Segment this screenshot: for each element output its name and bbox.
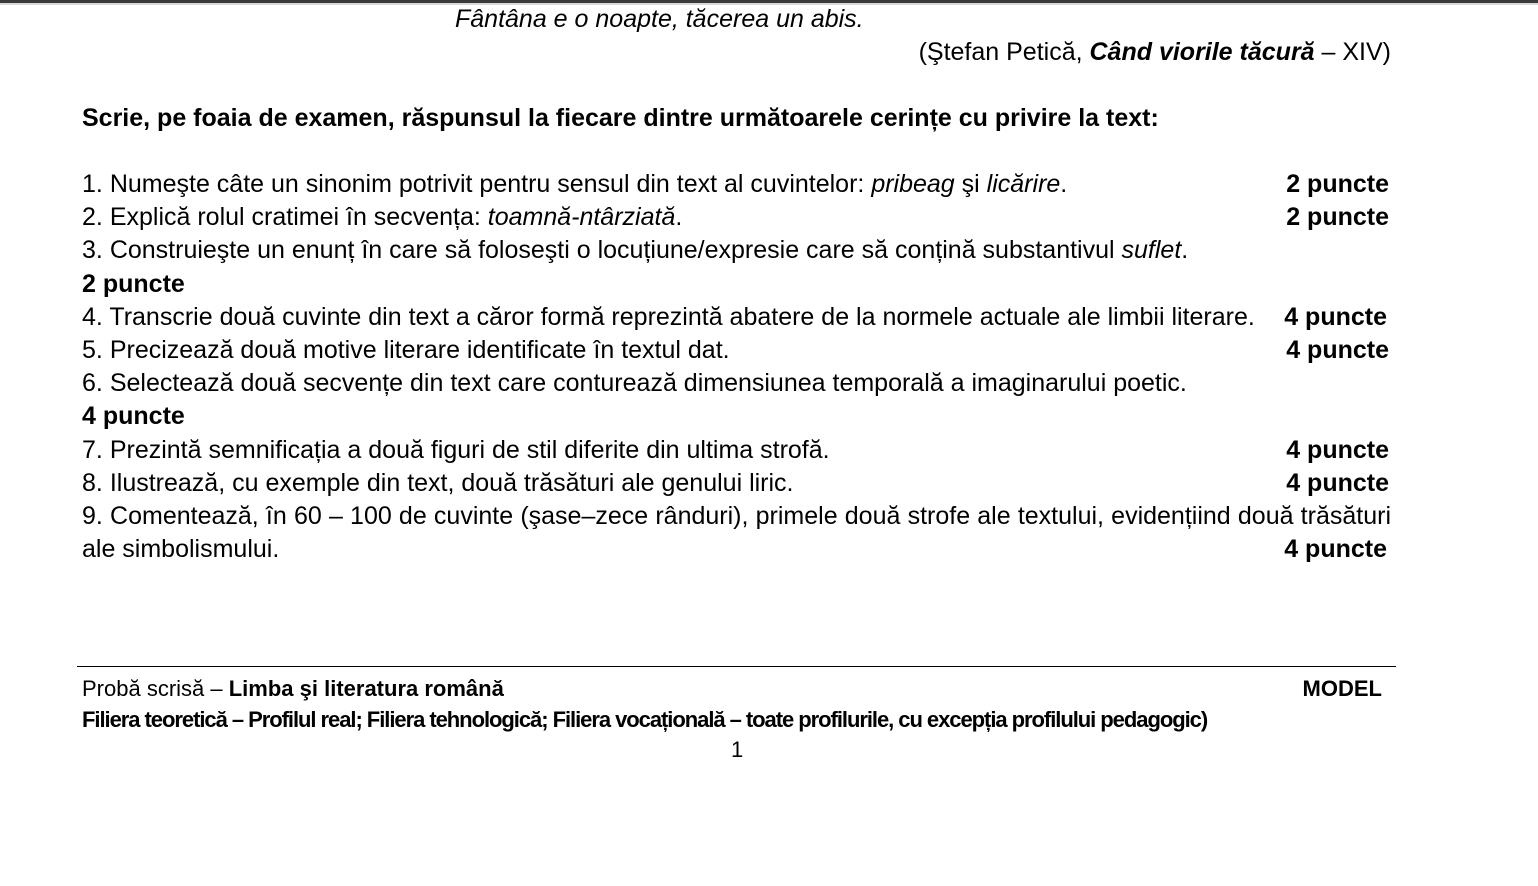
question-text: Explică rolul cratimei în secvența: xyxy=(109,203,488,232)
question-points: 2 puncte xyxy=(1286,203,1389,232)
question-text: Transcrie două cuvinte din text a căror formă reprezintă abatere de la normele actuale ale limbii literare. xyxy=(109,302,1255,331)
footer-model-label: MODEL xyxy=(1302,676,1382,701)
question-text: Precizează două motive literare identificate în textul dat. xyxy=(109,336,730,365)
question-4 xyxy=(82,301,1391,334)
question-text: Comentează, în 60 – 100 de cuvinte (şase–zece rânduri), primele două strofe ale textului, evidențiind două trăsături ale simbolismului. xyxy=(82,502,1391,564)
question-list xyxy=(82,168,1391,566)
question-6 xyxy=(82,367,1391,433)
poem-last-line: Fântâna e o noapte, tăcerea un abis. xyxy=(455,5,864,33)
question-number: 3. xyxy=(82,236,103,265)
question-3 xyxy=(82,234,1391,300)
question-text: Prezintă semnificația a două figuri de stil diferite din ultima strofă. xyxy=(109,435,830,464)
question-points: 4 puncte xyxy=(1284,535,1387,564)
question-points: 4 puncte xyxy=(82,402,185,431)
question-number: 6. xyxy=(82,369,103,398)
question-text: şi xyxy=(954,170,987,198)
footer-divider xyxy=(77,666,1396,667)
question-number: 5. xyxy=(82,336,103,365)
footer-exam-title xyxy=(82,675,504,703)
quoted-word: suflet xyxy=(1121,236,1182,265)
question-points: 4 puncte xyxy=(1286,435,1389,464)
question-number: 4. xyxy=(82,302,103,331)
footer-filiera: Filiera teoretică – Profilul real; Filiera tehnologică; Filiera vocațională – toate profilurile, cu excepția profilului pedagogic) xyxy=(82,707,1208,732)
question-points: 4 puncte xyxy=(1286,468,1389,497)
question-text: Construieşte un enunț în care să foloseşti o locuțiune/expresie care să conțină substantivul xyxy=(109,236,1122,265)
question-points: 2 puncte xyxy=(82,269,185,298)
footer-proba-label: Probă scrisă – xyxy=(82,676,229,701)
question-number: 9. xyxy=(82,502,103,531)
question-number: 7. xyxy=(82,435,103,464)
footer-subject: Limba şi literatura română xyxy=(228,676,504,701)
poem-citation xyxy=(919,36,1391,68)
question-8 xyxy=(82,467,1391,500)
citation-title: Când viorile tăcură xyxy=(1089,38,1315,66)
question-text: Ilustrează, cu exemple din text, două trăsături ale genului liric. xyxy=(109,468,794,497)
question-text: . xyxy=(1181,236,1189,265)
question-points: 2 puncte xyxy=(1286,170,1389,198)
question-9 xyxy=(82,500,1391,566)
citation-author: (Ştefan Petică, xyxy=(918,38,1090,66)
quoted-word: toamnă-ntârziată xyxy=(487,203,676,232)
question-text: Selectează două secvențe din text care conturează dimensiunea temporală a imaginarului poetic. xyxy=(109,369,1187,398)
page-number: 1 xyxy=(731,737,744,762)
question-points: 4 puncte xyxy=(1284,302,1387,331)
question-text: . xyxy=(1060,170,1068,198)
question-5 xyxy=(82,334,1391,367)
question-7 xyxy=(82,434,1391,467)
citation-section: – XIV) xyxy=(1314,38,1391,66)
quoted-word: pribeag xyxy=(871,170,955,198)
question-text: . xyxy=(675,203,683,232)
exam-instruction: Scrie, pe foaia de examen, răspunsul la fiecare dintre următoarele cerințe cu privire la text: xyxy=(82,104,1159,132)
quoted-word: licărire xyxy=(986,170,1061,198)
question-number: 8. xyxy=(82,468,103,497)
question-text: Numeşte câte un sinonim potrivit pentru sensul din text al cuvintelor: xyxy=(109,170,872,198)
question-number: 2. xyxy=(82,203,103,232)
question-points: 4 puncte xyxy=(1286,336,1389,365)
question-1 xyxy=(82,168,1391,201)
question-number: 1. xyxy=(82,170,103,198)
question-2 xyxy=(82,201,1391,234)
